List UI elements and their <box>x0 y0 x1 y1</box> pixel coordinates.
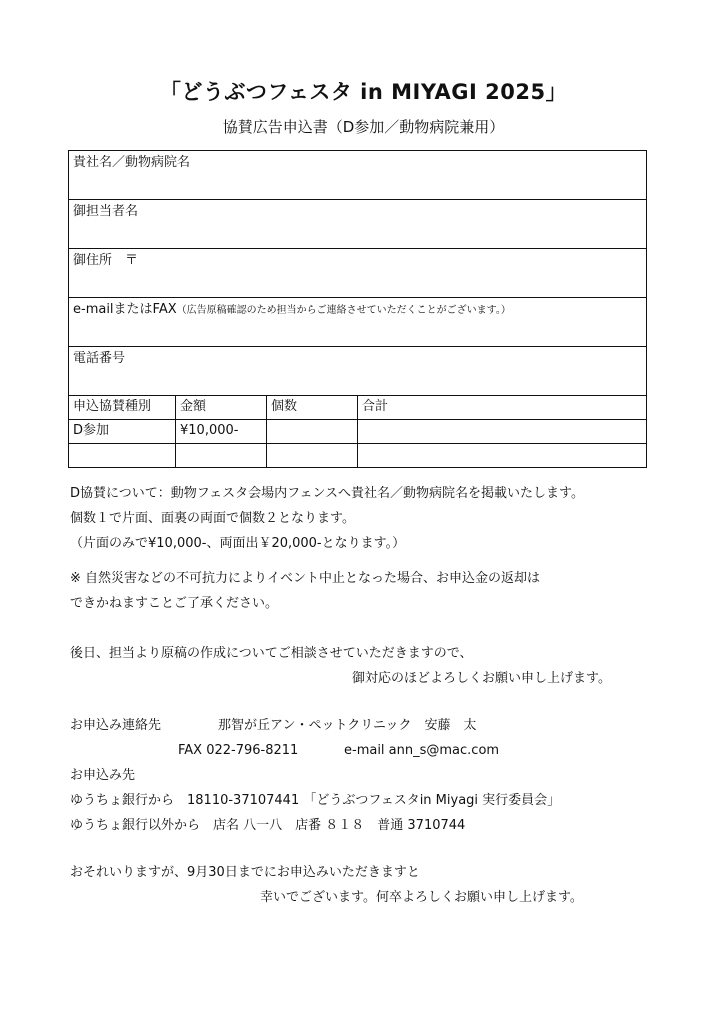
cell-amount-input[interactable] <box>176 444 267 468</box>
email-address: e-mail ann_s@mac.com <box>344 743 500 758</box>
info-line: ※ 自然災害などの不可抗力によりイベント中止となった場合、お申込金の返却は <box>70 571 541 586</box>
cancellation-notice <box>70 566 690 616</box>
address-row <box>69 249 647 298</box>
table-header-row <box>69 396 647 420</box>
follow-up-notice <box>70 641 690 666</box>
contact-person-field[interactable] <box>69 200 647 249</box>
payment-info <box>70 763 690 838</box>
email-fax-row <box>69 298 647 347</box>
email-fax-field[interactable] <box>69 298 647 347</box>
table-row <box>69 420 647 444</box>
payment-title: お申込み先 <box>70 768 136 783</box>
phone-field[interactable] <box>69 347 647 396</box>
contact-person-label: 御担当者名 <box>73 204 139 219</box>
info-line: 後日、担当より原稿の作成についてご相談させていただきますので、 <box>70 646 473 661</box>
document-subtitle: 協賛広告申込書（D参加／動物病院兼用） <box>222 118 505 136</box>
contact-person-row <box>69 200 647 249</box>
payment-line: ゆうちょ銀行から 18110-37107441 「どうぶつフェスタin Miyagi 実行委員会」 <box>70 793 561 808</box>
column-header-amount: 金額 <box>176 396 267 420</box>
closing-greeting: 幸いでございます。何卒よろしくお願い申し上げます。 <box>260 890 583 905</box>
info-line: D協賛について：動物フェスタ会場内フェンスへ貴社名／動物病院名を掲載いたします。 <box>70 486 585 501</box>
info-line: 個数１で片面、面裏の両面で個数２となります。 <box>70 511 355 526</box>
column-header-total: 合計 <box>358 396 647 420</box>
info-line: できかねますことご了承ください。 <box>70 596 279 611</box>
document-title: 「どうぶつフェスタ in MIYAGI 2025」 <box>159 80 568 104</box>
cell-quantity-input[interactable] <box>267 444 358 468</box>
table-row <box>69 444 647 468</box>
phone-row <box>69 347 647 396</box>
cell-total-input[interactable] <box>358 444 647 468</box>
cell-quantity-input[interactable] <box>267 420 358 444</box>
cell-amount: ¥10,000- <box>176 420 267 444</box>
email-fax-note: （広告原稿確認のため担当からご連絡させていただくことがございます。） <box>176 305 511 316</box>
address-field[interactable] <box>69 249 647 298</box>
phone-label: 電話番号 <box>73 351 126 366</box>
application-form-table <box>68 150 647 468</box>
payment-line: ゆうちょ銀行以外から 店名 八一八 店番 ８１８ 普通 3710744 <box>70 818 466 833</box>
cell-type: D参加 <box>69 420 176 444</box>
company-row <box>69 151 647 200</box>
cell-total-input[interactable] <box>358 420 647 444</box>
column-header-type: 申込協賛種別 <box>69 396 176 420</box>
contact-name: 那智が丘アン・ペットクリニック 安藤 太 <box>218 718 477 733</box>
column-header-quantity: 個数 <box>267 396 358 420</box>
info-line: （片面のみで¥10,000-、両面出￥20,000-となります。） <box>70 536 406 551</box>
closing-note: おそれいりますが、9月30日までにお申込みいただきますと <box>70 865 420 880</box>
contact-section-title: お申込み連絡先 <box>70 718 162 733</box>
d-sponsorship-info <box>70 481 690 556</box>
address-label: 御住所 〒 <box>73 253 139 268</box>
fax-number: FAX 022-796-8211 <box>178 743 299 758</box>
follow-up-closing: 御対応のほどよろしくお願い申し上げます。 <box>352 671 611 686</box>
company-field[interactable] <box>69 151 647 200</box>
email-fax-label: e-mailまたはFAX <box>73 302 177 317</box>
company-label: 貴社名／動物病院名 <box>73 155 191 170</box>
cell-type-input[interactable] <box>69 444 176 468</box>
